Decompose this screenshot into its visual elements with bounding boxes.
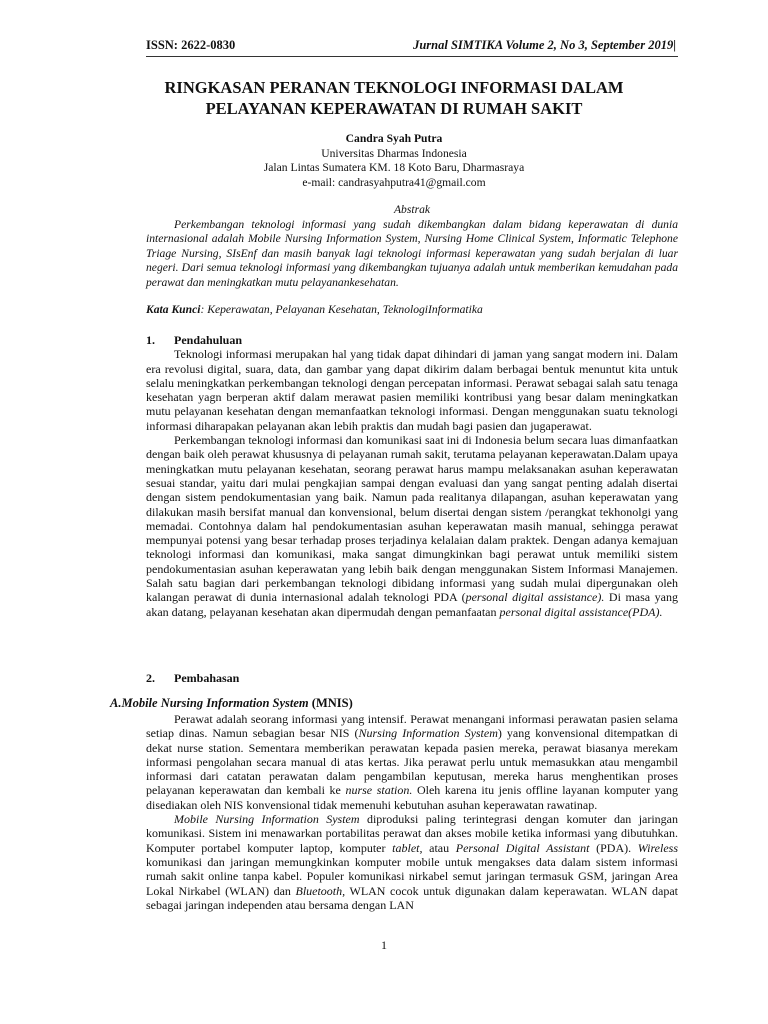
intro-paragraph-1: Teknologi informasi merupakan hal yang tidak dapat dihindari di jaman yang sangat modern ini. Dalam era revolusi digital, suara, data, dan gambar yang dapat dikirim dalam berbagai bentuk menuntut kita untuk selalu meningkatkan perkembangan teknologi dengan percepatan informasi. Perawat sebagai salah satu tenaga kesehatan yagn berperan aktif dalam merawat pasien memiliki kontribusi yang besar dalam meningkatkan mutu pelayanan kesehatan dengan memanfaatkan teknologi informasi. Dengan menggunakan suatu teknologi informasi diharapakan pelayanan akan lebih praktis dan mudah bagi pasien dan jugaperawat. <box>146 347 678 433</box>
keywords-text: Keperawatan, Pelayanan Kesehatan, TeknologiInformatika <box>204 303 483 316</box>
issn-header: ISSN: 2622-0830 <box>146 38 236 52</box>
subsection-label-italic: A.Mobile Nursing Information System <box>110 696 309 710</box>
paper-title <box>110 77 678 119</box>
abstract <box>146 203 678 290</box>
mnis-p2-part-c: (PDA). <box>589 840 638 855</box>
mnis-paragraph-1 <box>146 712 678 812</box>
intro-p2-pda2-italic: personal digital assistance(PDA). <box>499 604 663 619</box>
mnis-p2-pda-italic: Personal Digital Assistant <box>455 840 590 855</box>
section-discussion <box>146 671 678 685</box>
intro-p2-part-a: Perkembangan teknologi informasi dan komunikasi saat ini di Indonesia belum secara luas dimanfaatkan dengan baik oleh perawat khususnya di pelayanan rumah sakit, terutama pelayanan keperawatan.Dalam upaya meningkatkan mutu pelayanan kesehatan, seorang perawat harus mampu melaksanakan asuhan keperawatan sesuai standar, yaitu dari mulai pengkajian sampai dengan evaluasi dan yang sangat penting adalah disertai dengan sistem pendokumentasian yang baik. Namun pada realitanya dilapangan, asuhan keperawatan yang dilakukan masih bersifat manual dan konvensional, belum disertai dengan sistem /perangkat tekhonolgi yang memadai. Contohnya dalam hal pendokumentasian asuhan keperawatan masih manual, sehingga perawat mempunyai potensi yang besar terhadap proses terjadinya kelalaian dalam praktek. Dengan adanya kemajuan teknologi informasi dan komunikasi, maka sangat dimungkinkan bagi perawat untuk memiliki sistem pendokumentasian asuhan keperawatan yang lebih baik dengan menggunakan Sistem Informasi Manajemen. Salah satu bagian dari perkembangan teknologi dibidang informasi yang sudah mulai dipergunakan oleh kalangan perawat di dunia internasional adalah teknologi PDA ( <box>146 433 678 605</box>
author-affiliation: Universitas Dharmas Indonesia <box>321 146 467 160</box>
mnis-p2-tablet-italic: tablet, <box>392 840 423 855</box>
mnis-paragraph-2 <box>146 812 678 912</box>
journal-header <box>413 38 676 53</box>
abstract-text: Perkembangan teknologi informasi yang sudah dikembangkan dalam bidang keperawatan di dunia internasional adalah Mobile Nursing Information System, Nursing Home Clinical System, Informatic Telephone Triage Nursing, SIsEnf dan masih banyak lagi teknologi informasi keperawatan yang sudah berjalan di luar negeri. Dari semua teknologi informasi yang dikembangkan tujuanya adalah untuk memberikan kemudahan pada perawat dan meningkatkan mutu pelayanankesehatan. <box>146 217 678 289</box>
mnis-p2-mnis-italic: Mobile Nursing Information System <box>174 812 360 827</box>
page-number: 1 <box>381 938 387 952</box>
mnis-p1-part-c: Oleh karena itu jenis offline layanan komputer yang disediakan oleh NIS konvensional tidak memenuhi kebutuhan asuhan keperawatan rawatinap. <box>146 783 679 812</box>
mnis-p2-part-b: atau <box>422 840 456 855</box>
author-address: Jalan Lintas Sumatera KM. 18 Koto Baru, Dharmasraya <box>263 161 525 174</box>
intro-paragraph-2 <box>146 433 678 619</box>
mnis-p1-part-a: Perawat adalah seorang informasi yang intensif. Perawat menangani informasi perawatan pasien selama setiap dinas. Namun sebagian besar NIS ( <box>146 712 678 741</box>
section-2-heading <box>146 671 678 685</box>
journal-name: Jurnal SIMTIKA Volume 2, No 3, September 2019 <box>413 38 674 52</box>
section-1-number: 1. <box>146 333 155 347</box>
subsection-label-normal: (MNIS) <box>308 696 353 710</box>
author-name: Candra Syah Putra <box>345 132 443 145</box>
header-rule <box>146 56 678 57</box>
keywords-colon: : <box>200 303 205 316</box>
section-1-heading <box>146 333 678 347</box>
section-2-title: Pembahasan <box>174 671 240 685</box>
mnis-p2-wireless-italic: Wireless <box>637 840 678 855</box>
abstract-heading: Abstrak <box>393 203 431 216</box>
section-mnis-body <box>146 712 678 912</box>
intro-p2-part-b: Di masa yang akan datang, pelayanan kesehatan akan dipermudah dengan pemanfaatan <box>146 590 678 619</box>
mnis-p2-part-d: komunikasi dan jaringan memungkinkan komputer mobile untuk mengakses data dalam sistem informasi rumah sakit online tanpa kabel. Populer komunikasi nirkabel semut jaringan termasuk GSM, jaringan Area Lokal Nirkabel (WLAN) dan <box>146 854 678 898</box>
mnis-p2-part-e: WLAN cocok untuk digunakan dalam keperawatan. WLAN dapat sebagai jaringan independen atau bersama dengan LAN <box>146 883 679 912</box>
section-1-title: Pendahuluan <box>174 333 243 347</box>
subsection-heading <box>110 696 353 711</box>
mnis-p1-nis-italic: Nursing Information System <box>358 726 498 741</box>
header-pipe: | <box>673 38 676 52</box>
section-2-number: 2. <box>146 671 155 685</box>
section-introduction <box>146 333 678 619</box>
mnis-p2-part-a: diproduksi paling terintegrasi dengan komuter dan jaringan komunikasi. Sistem ini menawarkan portabilitas perawat dan akses mobile ketika informasi yang dibutuhkan. Komputer portabel komputer laptop, komputer <box>146 812 679 855</box>
author-block <box>110 132 678 190</box>
mnis-p1-nurse-station-italic: nurse station. <box>345 783 413 798</box>
keywords <box>146 303 678 316</box>
keywords-label: Kata Kunci <box>146 303 201 316</box>
mnis-p2-bluetooth-italic: Bluetooth, <box>295 883 346 898</box>
mnis-p1-part-b: ) yang konvensional ditempatkan di dekat nurse station. Sementara memberikan perawatan kepada pasien mereka, perawat biasanya merekam informasi pengolahan secara manual di atas kertas. Jika perawat perlu untuk memasukkan atau mengambil informasi dari catatan perawatan dalam pengambilan keputusan, mereka harus menghentikan proses pelayanan keperawatan dan kembali ke <box>146 726 678 798</box>
intro-p2-pda-italic: personal digital assistance). <box>465 590 605 605</box>
title-line-2: PELAYANAN KEPERAWATAN DI RUMAH SAKIT <box>205 99 583 118</box>
title-line-1: RINGKASAN PERANAN TEKNOLOGI INFORMASI DALAM <box>164 78 624 97</box>
author-email: e-mail: candrasyahputra41@gmail.com <box>302 175 486 189</box>
